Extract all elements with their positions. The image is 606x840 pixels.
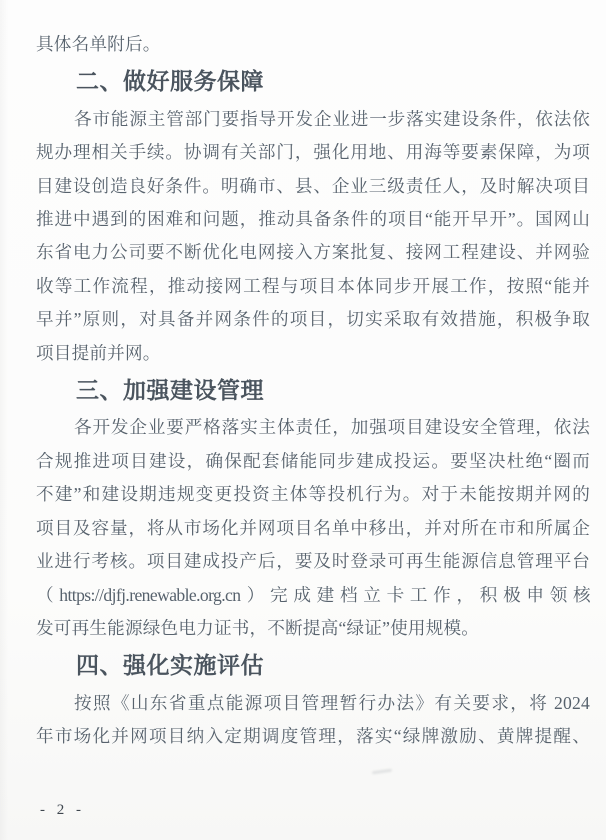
intro-line: 具体名单附后。 [36, 34, 161, 54]
paragraph-line: 各市能源主管部门要指导开发企业进一步落实建设条件，依法依 [74, 108, 590, 129]
paragraph-line-url: （https://djfj.renewable.org.cn）完成建档立卡工作，积极申领核 [36, 584, 590, 605]
paragraph-line: 各开发企业要严格落实主体责任，加强项目建设安全管理，依法 [74, 417, 590, 438]
paragraph-line: 推进中遇到的困难和问题，推动具备条件的项目“能开早开”。国网山 [36, 209, 590, 230]
paragraph-line: 按照《山东省重点能源项目管理暂行办法》有关要求，将 2024 [74, 692, 590, 713]
paragraph-line: 项目提前并网。 [36, 342, 161, 363]
paragraph-line: 东省电力公司要不断优化电网接入方案批复、接网工程建设、并网验 [36, 242, 590, 263]
paragraph-line: 发可再生能源绿色电力证书，不断提高“绿证”使用规模。 [36, 617, 480, 638]
scan-smudge [372, 769, 392, 775]
section-2-heading: 二、做好服务保障 [76, 68, 264, 95]
section-3-heading: 三、加强建设管理 [76, 377, 264, 404]
paragraph-line: 不建”和建设期违规变更投资主体等投机行为。对于未能按期并网的 [36, 484, 590, 505]
paragraph-line: 项目及容量，将从市场化并网项目名单中移出，并对所在市和所属企 [36, 517, 590, 538]
paragraph-line: 规办理相关手续。协调有关部门，强化用地、用海等要素保障，为项 [36, 142, 590, 163]
paragraph-line: 目建设创造良好条件。明确市、县、企业三级责任人，及时解决项目 [36, 175, 590, 196]
page-number: - 2 - [40, 802, 85, 818]
paragraph-line: 合规推进项目建设，确保配套储能同步建成投运。要坚决杜绝“圈而 [36, 450, 590, 471]
paragraph-line: 年市场化并网项目纳入定期调度管理，落实“绿牌激励、黄牌提醒、 [36, 726, 590, 747]
paragraph-line: 早并”原则，对具备并网条件的项目，切实采取有效措施，积极争取 [36, 309, 590, 330]
paragraph-line: 业进行考核。项目建成投产后，要及时登录可再生能源信息管理平台 [36, 551, 590, 572]
body-text [36, 28, 590, 754]
paragraph-line: 收等工作流程，推动接网工程与项目本体同步开展工作，按照“能并 [36, 275, 590, 296]
section-4-heading: 四、强化实施评估 [76, 652, 264, 679]
scan-edge-shading [0, 0, 8, 840]
